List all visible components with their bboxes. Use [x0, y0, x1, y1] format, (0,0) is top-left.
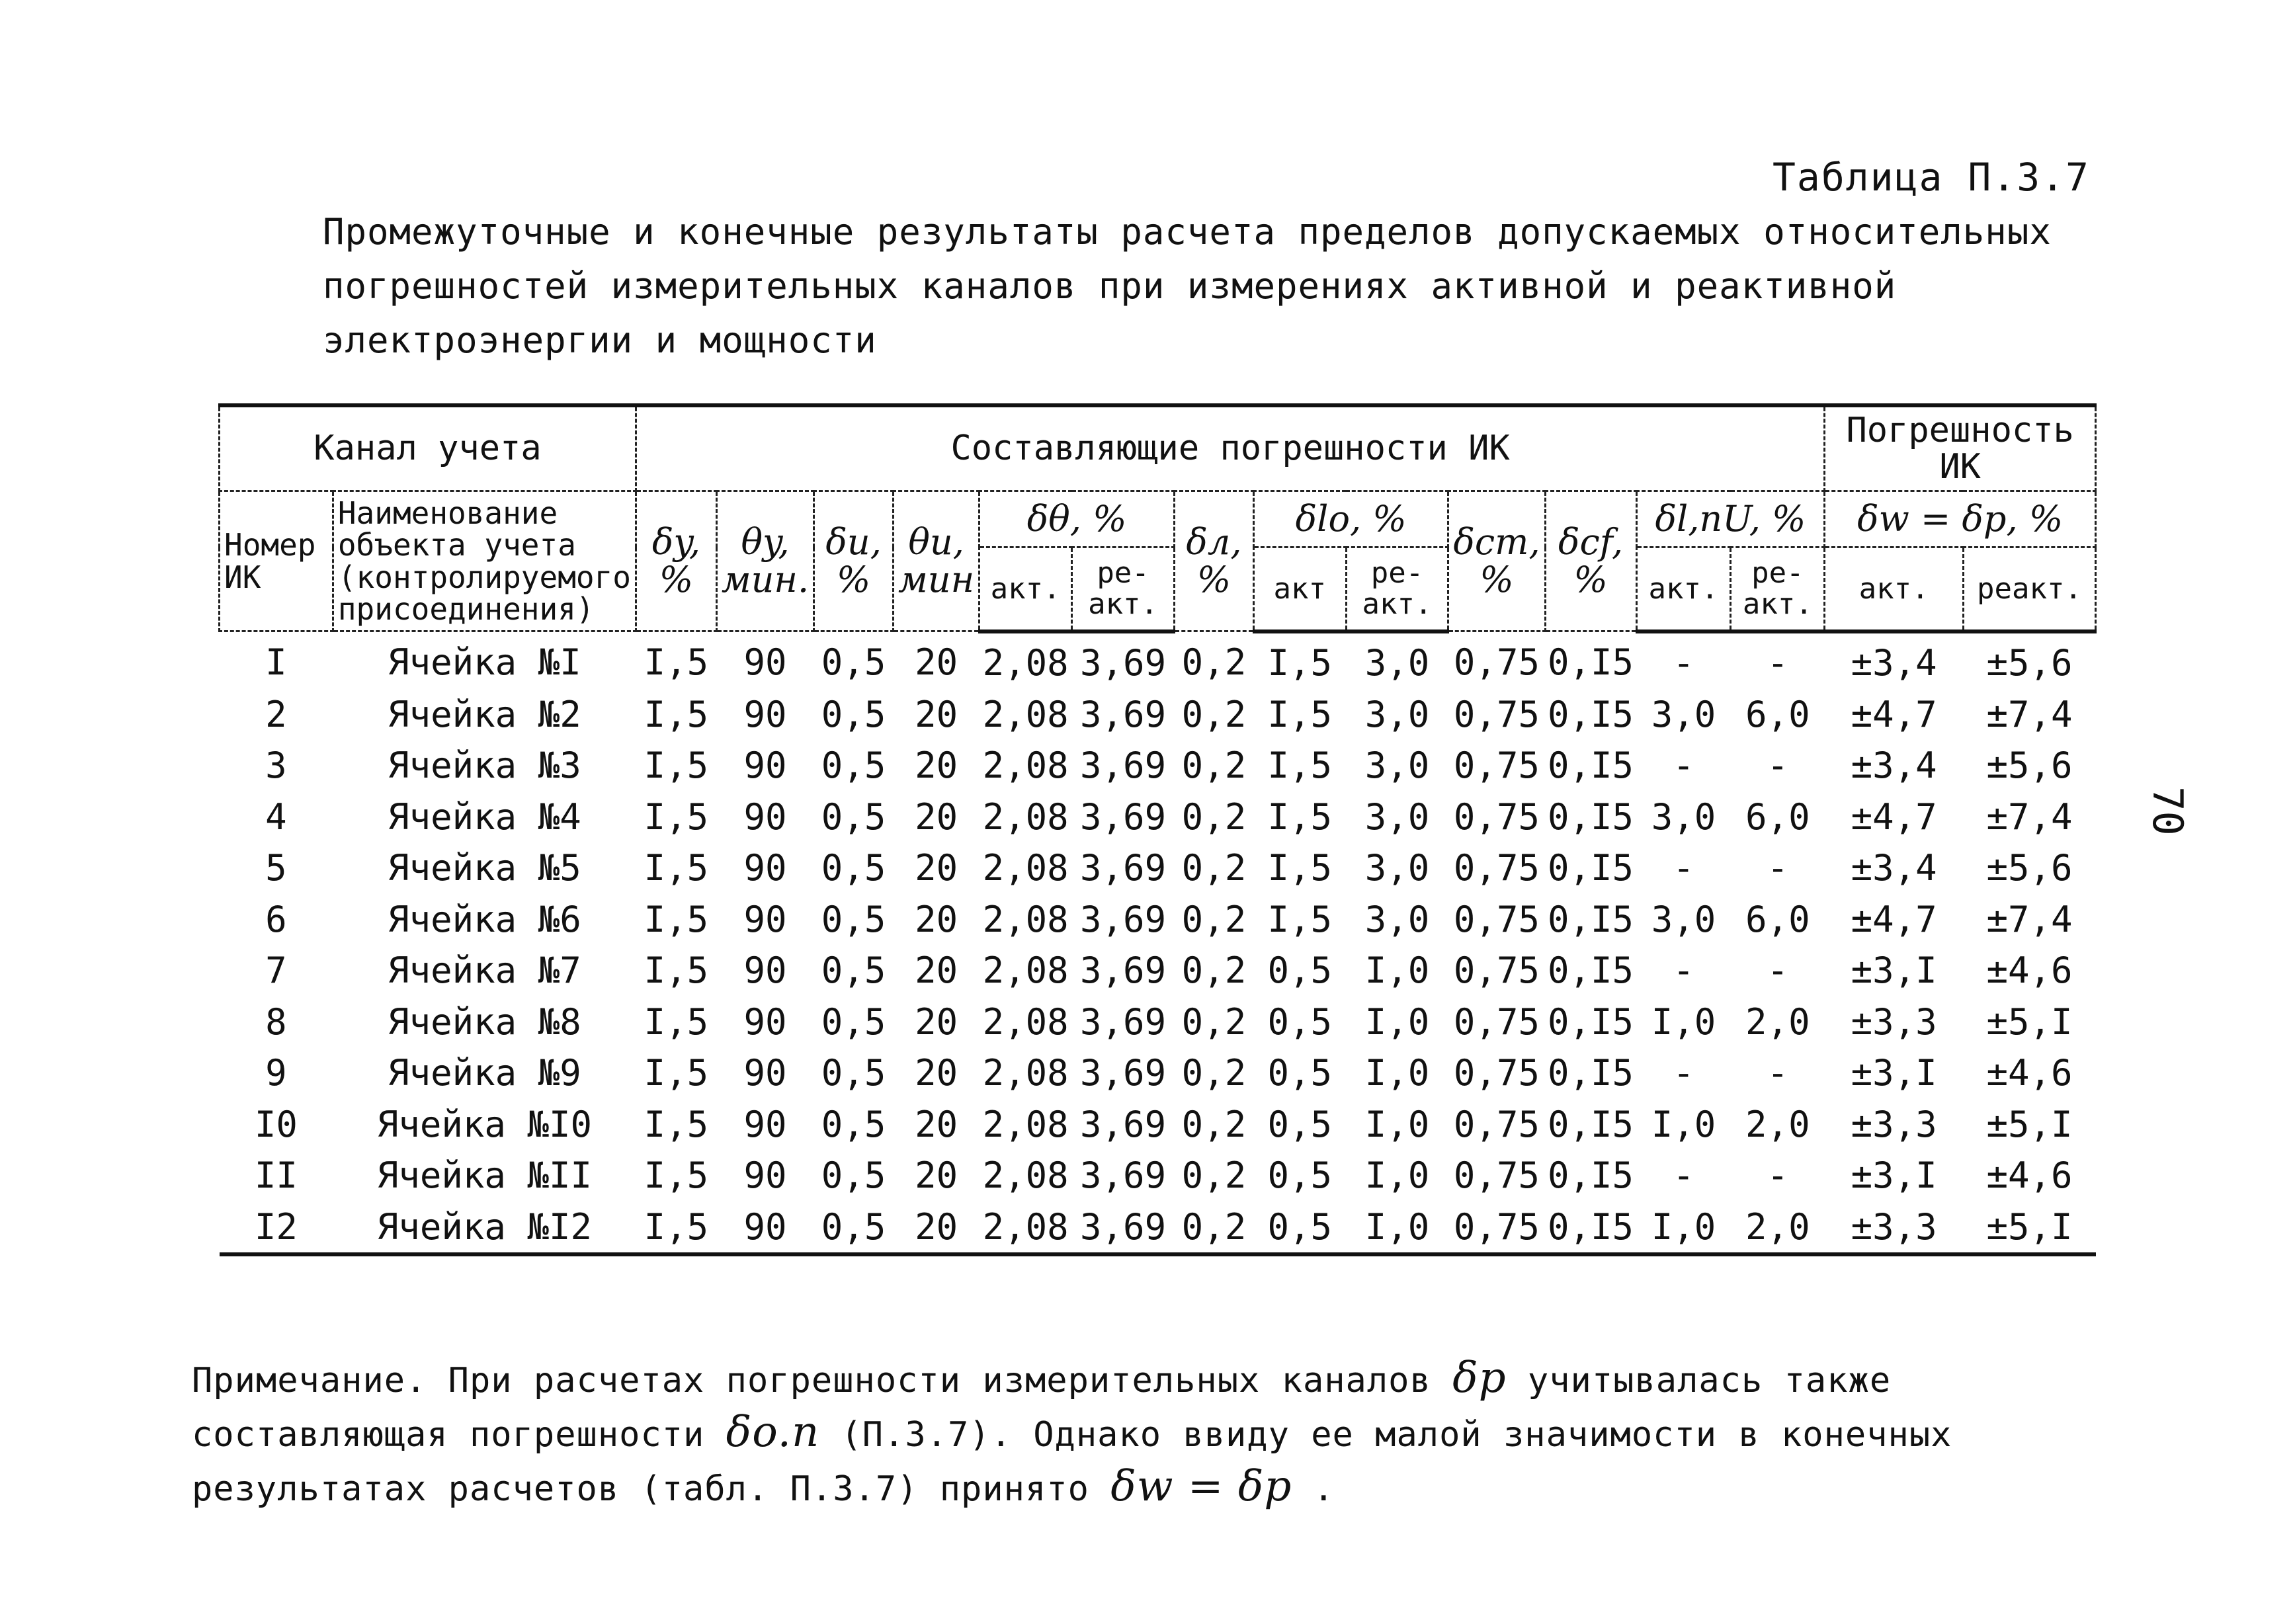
cell-dlnu-akt: I,0	[1651, 1205, 1716, 1248]
cell-dlo-reakt: I,0	[1364, 1103, 1430, 1145]
cell-thu: 20	[915, 795, 958, 838]
cell-dl: 0,2	[1181, 693, 1247, 735]
cell-dlnu-akt: -	[1673, 847, 1694, 889]
sub-dlnu-akt: акт.	[1636, 548, 1731, 631]
cell-dlo-akt: I,5	[1267, 745, 1333, 787]
cell-dlnu-reakt: -	[1767, 642, 1789, 684]
cell-dlo-akt: I,5	[1267, 847, 1333, 889]
cell-dth-reakt: 3,69	[1080, 898, 1167, 940]
cell-dy: I,5	[644, 950, 709, 992]
cell-thu: 20	[915, 1052, 958, 1094]
cell-dw-akt: ±3,4	[1851, 745, 1937, 787]
cell-dth-akt: 2,08	[982, 1205, 1069, 1248]
cell-dst: 0,75	[1453, 745, 1540, 787]
cell-dsf: 0,I5	[1548, 1103, 1634, 1145]
cell-dl: 0,2	[1181, 745, 1247, 787]
cell-dst: 0,75	[1453, 693, 1540, 735]
sub-dth-akt: акт.	[980, 548, 1072, 631]
cell-thy: 90	[743, 641, 787, 684]
cell-du: 0,5	[821, 1155, 886, 1197]
cell-number: 2	[265, 693, 287, 735]
cell-dlnu-reakt: 6,0	[1745, 693, 1810, 735]
cell-dw-reakt: ±4,6	[1986, 1052, 2073, 1094]
cell-dst: 0,75	[1453, 1205, 1540, 1248]
cell-dlnu-reakt: 6,0	[1745, 898, 1810, 940]
table-row	[220, 842, 2096, 894]
cell-dlo-akt: 0,5	[1267, 1103, 1333, 1145]
cell-dth-akt: 2,08	[982, 1155, 1069, 1197]
cell-thy: 90	[743, 950, 787, 992]
col-dl: δл, %	[1175, 491, 1254, 631]
cell-dlo-reakt: 3,0	[1364, 642, 1430, 684]
cell-dlo-akt: 0,5	[1267, 1000, 1333, 1043]
col-dsf: δсf, %	[1545, 491, 1636, 631]
cell-dth-reakt: 3,69	[1080, 1205, 1167, 1248]
table-row	[220, 945, 2096, 996]
cell-du: 0,5	[821, 1205, 886, 1248]
cell-dy: I,5	[644, 847, 709, 889]
col-thy: θy, мин.	[716, 491, 814, 631]
sub-dw-akt: акт.	[1825, 548, 1964, 631]
cell-thu: 20	[915, 1103, 958, 1145]
cell-number: 5	[265, 847, 287, 889]
cell-dsf: 0,I5	[1548, 898, 1634, 940]
cell-dlo-reakt: 3,0	[1364, 898, 1430, 940]
cell-number: I2	[254, 1205, 298, 1248]
cell-dlo-reakt: I,0	[1364, 1052, 1430, 1094]
cell-dth-reakt: 3,69	[1080, 1000, 1167, 1043]
cell-dw-akt: ±3,4	[1851, 847, 1937, 889]
cell-dlo-akt: I,5	[1267, 898, 1333, 940]
cell-dth-akt: 2,08	[982, 642, 1069, 684]
cell-dw-akt: ±3,3	[1851, 1103, 1937, 1145]
cell-dlnu-reakt: -	[1767, 847, 1789, 889]
cell-dw-akt: ±4,7	[1851, 795, 1937, 838]
cell-dst: 0,75	[1453, 950, 1540, 992]
cell-du: 0,5	[821, 1000, 886, 1043]
cell-dw-reakt: ±7,4	[1986, 795, 2073, 838]
table-row	[220, 631, 2096, 689]
col-du: δu, %	[814, 491, 894, 631]
cell-dlnu-akt: I,0	[1651, 1103, 1716, 1145]
cell-dl: 0,2	[1181, 795, 1247, 838]
cell-dlnu-reakt: -	[1767, 745, 1789, 787]
cell-dlo-reakt: 3,0	[1364, 693, 1430, 735]
cell-dlo-reakt: I,0	[1364, 1000, 1430, 1043]
col-number: Номер ИК	[220, 491, 333, 631]
cell-dlnu-reakt: -	[1767, 1052, 1789, 1094]
cell-dlnu-akt: -	[1673, 642, 1694, 684]
note-text-4: .	[1313, 1469, 1335, 1509]
cell-number: 4	[265, 795, 287, 838]
cell-number: I0	[254, 1103, 298, 1145]
cell-dth-akt: 2,08	[982, 898, 1069, 940]
cell-dth-reakt: 3,69	[1080, 745, 1167, 787]
sub-dlo-reakt: ре-акт.	[1346, 548, 1448, 631]
table-label: Таблица П.3.7	[1773, 155, 2090, 200]
cell-dl: 0,2	[1181, 1103, 1247, 1145]
sub-dw-reakt: реакт.	[1963, 548, 2095, 631]
cell-dw-akt: ±3,3	[1851, 1205, 1937, 1248]
cell-dl: 0,2	[1181, 898, 1247, 940]
cell-thy: 90	[743, 847, 787, 889]
cell-du: 0,5	[821, 1052, 886, 1094]
cell-dth-reakt: 3,69	[1080, 847, 1167, 889]
col-dlnu: δl,nU, %	[1636, 491, 1825, 548]
cell-name: Ячейка №6	[388, 898, 581, 940]
cell-du: 0,5	[821, 795, 886, 838]
cell-name: Ячейка №7	[388, 950, 581, 992]
cell-dlo-akt: I,5	[1267, 693, 1333, 735]
cell-dlo-akt: 0,5	[1267, 1205, 1333, 1248]
cell-dlnu-akt: 3,0	[1651, 898, 1716, 940]
table-row	[220, 1150, 2096, 1201]
cell-dw-reakt: ±5,I	[1986, 1205, 2073, 1248]
cell-dw-reakt: ±5,6	[1986, 847, 2073, 889]
cell-dlnu-reakt: 2,0	[1745, 1205, 1810, 1248]
cell-dlo-reakt: 3,0	[1364, 795, 1430, 838]
note-symbol-don: δo.п	[726, 1408, 820, 1457]
table-header	[220, 405, 2096, 631]
col-name: Наименование объекта учета (контролируемого присоединения)	[333, 491, 636, 631]
cell-dth-reakt: 3,69	[1080, 1052, 1167, 1094]
cell-dst: 0,75	[1453, 1000, 1540, 1043]
cell-dst: 0,75	[1453, 898, 1540, 940]
cell-dlnu-reakt: 2,0	[1745, 1103, 1810, 1145]
cell-dsf: 0,I5	[1548, 745, 1634, 787]
table-row	[220, 1201, 2096, 1254]
cell-dth-reakt: 3,69	[1080, 950, 1167, 992]
cell-dy: I,5	[644, 1052, 709, 1094]
cell-du: 0,5	[821, 641, 886, 684]
cell-dlo-akt: I,5	[1267, 642, 1333, 684]
col-dst: δст, %	[1448, 491, 1545, 631]
cell-dy: I,5	[644, 1205, 709, 1248]
table-row	[220, 996, 2096, 1047]
cell-dw-reakt: ±5,I	[1986, 1000, 2073, 1043]
table-body	[220, 631, 2096, 1254]
cell-dth-akt: 2,08	[982, 745, 1069, 787]
note-symbol-dp: δp	[1452, 1354, 1507, 1402]
cell-dlnu-reakt: 2,0	[1745, 1000, 1810, 1043]
header-channel: Канал учета	[220, 405, 636, 491]
cell-dw-akt: ±3,I	[1851, 950, 1937, 992]
cell-dw-reakt: ±4,6	[1986, 950, 2073, 992]
cell-name: Ячейка №I2	[376, 1205, 592, 1248]
table-row	[220, 740, 2096, 792]
cell-thu: 20	[915, 745, 958, 787]
cell-dth-akt: 2,08	[982, 1052, 1069, 1094]
cell-dth-akt: 2,08	[982, 795, 1069, 838]
cell-dw-akt: ±3,4	[1851, 642, 1937, 684]
col-dw: δw = δp, %	[1825, 491, 2096, 548]
cell-name: Ячейка №I0	[376, 1103, 592, 1145]
cell-dlnu-akt: -	[1673, 1155, 1694, 1197]
cell-dlnu-akt: I,0	[1651, 1000, 1716, 1043]
cell-dl: 0,2	[1181, 1052, 1247, 1094]
cell-dl: 0,2	[1181, 641, 1247, 684]
col-dlo: δlo, %	[1253, 491, 1448, 548]
cell-dw-akt: ±3,I	[1851, 1052, 1937, 1094]
cell-dl: 0,2	[1181, 1155, 1247, 1197]
cell-thy: 90	[743, 1052, 787, 1094]
header-error: Погрешность ИК	[1825, 405, 2096, 491]
cell-dl: 0,2	[1181, 1000, 1247, 1043]
cell-dsf: 0,I5	[1548, 795, 1634, 838]
results-table	[218, 403, 2097, 1256]
cell-dsf: 0,I5	[1548, 950, 1634, 992]
cell-name: Ячейка №4	[388, 795, 581, 838]
note-text-2: учитывалась также составляющая погрешности	[192, 1361, 1892, 1455]
cell-dy: I,5	[644, 1155, 709, 1197]
cell-dth-akt: 2,08	[982, 1000, 1069, 1043]
cell-thu: 20	[915, 847, 958, 889]
cell-dy: I,5	[644, 745, 709, 787]
cell-dth-reakt: 3,69	[1080, 1103, 1167, 1145]
cell-dw-akt: ±4,7	[1851, 898, 1937, 940]
cell-name: Ячейка №9	[388, 1052, 581, 1094]
cell-dlnu-reakt: -	[1767, 950, 1789, 992]
cell-name: Ячейка №8	[388, 1000, 581, 1043]
cell-dlo-akt: 0,5	[1267, 1155, 1333, 1197]
note-text-3: (П.3.7). Однако ввиду ее малой значимости в конечных результатах расчетов (табл. П.3.7) принято	[192, 1415, 1952, 1509]
cell-thy: 90	[743, 1205, 787, 1248]
col-dy: δy, %	[636, 491, 716, 631]
cell-number: 7	[265, 950, 287, 992]
cell-dl: 0,2	[1181, 1205, 1247, 1248]
cell-name: Ячейка №2	[388, 693, 581, 735]
cell-dlo-reakt: 3,0	[1364, 745, 1430, 787]
table-row	[220, 688, 2096, 740]
cell-dth-reakt: 3,69	[1080, 1155, 1167, 1197]
cell-dlnu-akt: 3,0	[1651, 693, 1716, 735]
cell-dw-reakt: ±5,6	[1986, 745, 2073, 787]
cell-dlnu-akt: -	[1673, 745, 1694, 787]
cell-thu: 20	[915, 1000, 958, 1043]
col-thu: θu, мин	[894, 491, 980, 631]
cell-thu: 20	[915, 693, 958, 735]
cell-number: 8	[265, 1000, 287, 1043]
cell-dlo-akt: 0,5	[1267, 1052, 1333, 1094]
cell-dth-akt: 2,08	[982, 1103, 1069, 1145]
cell-dst: 0,75	[1453, 641, 1540, 684]
cell-dlo-reakt: I,0	[1364, 950, 1430, 992]
cell-thu: 20	[915, 1205, 958, 1248]
cell-dy: I,5	[644, 1000, 709, 1043]
cell-dw-reakt: ±5,I	[1986, 1103, 2073, 1145]
cell-dlo-akt: I,5	[1267, 795, 1333, 838]
cell-dw-akt: ±4,7	[1851, 693, 1937, 735]
cell-thy: 90	[743, 898, 787, 940]
cell-dw-reakt: ±4,6	[1986, 1155, 2073, 1197]
cell-dw-reakt: ±7,4	[1986, 898, 2073, 940]
cell-dsf: 0,I5	[1548, 693, 1634, 735]
cell-dst: 0,75	[1453, 847, 1540, 889]
cell-dth-akt: 2,08	[982, 950, 1069, 992]
cell-dsf: 0,I5	[1548, 1155, 1634, 1197]
sub-dlo-akt: акт	[1253, 548, 1346, 631]
table-caption: Промежуточные и конечные результаты расчета пределов допускаемых относительных погрешностей измерительных каналов при измерениях активной и реактивной электроэнергии и мощности	[323, 211, 2052, 361]
cell-dw-reakt: ±7,4	[1986, 693, 2073, 735]
cell-dth-reakt: 3,69	[1080, 795, 1167, 838]
cell-du: 0,5	[821, 1103, 886, 1145]
cell-name: Ячейка №5	[388, 847, 581, 889]
cell-dlnu-reakt: -	[1767, 1155, 1789, 1197]
cell-thu: 20	[915, 1155, 958, 1197]
cell-dth-reakt: 3,69	[1080, 693, 1167, 735]
cell-dy: I,5	[644, 641, 709, 684]
cell-thy: 90	[743, 1000, 787, 1043]
cell-thy: 90	[743, 1155, 787, 1197]
page-number: 70	[2143, 786, 2192, 836]
cell-dsf: 0,I5	[1548, 1000, 1634, 1043]
cell-du: 0,5	[821, 745, 886, 787]
sub-dth-reakt: ре-акт.	[1072, 548, 1175, 631]
cell-dlo-reakt: I,0	[1364, 1155, 1430, 1197]
cell-dy: I,5	[644, 795, 709, 838]
cell-thy: 90	[743, 795, 787, 838]
cell-dlo-reakt: 3,0	[1364, 847, 1430, 889]
cell-dl: 0,2	[1181, 847, 1247, 889]
cell-dy: I,5	[644, 898, 709, 940]
cell-dth-akt: 2,08	[982, 693, 1069, 735]
cell-name: Ячейка №3	[388, 745, 581, 787]
cell-du: 0,5	[821, 898, 886, 940]
table-row	[220, 791, 2096, 842]
cell-number: II	[254, 1155, 298, 1197]
cell-thu: 20	[915, 950, 958, 992]
cell-dw-akt: ±3,I	[1851, 1155, 1937, 1197]
cell-dw-akt: ±3,3	[1851, 1000, 1937, 1043]
cell-dy: I,5	[644, 693, 709, 735]
header-components: Составляющие погрешности ИК	[636, 405, 1824, 491]
cell-thy: 90	[743, 745, 787, 787]
cell-du: 0,5	[821, 847, 886, 889]
cell-number: 6	[265, 898, 287, 940]
note-symbol-equation: δw = δp	[1110, 1462, 1292, 1511]
table-row	[220, 893, 2096, 945]
cell-dlnu-akt: -	[1673, 1052, 1694, 1094]
cell-number: 3	[265, 745, 287, 787]
sub-dlnu-reakt: ре-акт.	[1731, 548, 1825, 631]
cell-dlnu-akt: 3,0	[1651, 795, 1716, 838]
cell-number: I	[265, 641, 287, 684]
cell-dth-reakt: 3,69	[1080, 642, 1167, 684]
cell-dlnu-akt: -	[1673, 950, 1694, 992]
cell-dlo-akt: 0,5	[1267, 950, 1333, 992]
cell-dlo-reakt: I,0	[1364, 1205, 1430, 1248]
cell-thy: 90	[743, 1103, 787, 1145]
cell-dl: 0,2	[1181, 950, 1247, 992]
cell-dst: 0,75	[1453, 1052, 1540, 1094]
cell-dlnu-reakt: 6,0	[1745, 795, 1810, 838]
cell-name: Ячейка №I	[388, 641, 581, 684]
cell-dst: 0,75	[1453, 795, 1540, 838]
cell-dst: 0,75	[1453, 1155, 1540, 1197]
col-dth: δθ, %	[980, 491, 1175, 548]
cell-thy: 90	[743, 693, 787, 735]
note-text-1: Примечание. При расчетах погрешности измерительных каналов	[192, 1361, 1431, 1401]
table-row	[220, 1098, 2096, 1150]
cell-dst: 0,75	[1453, 1103, 1540, 1145]
table-row	[220, 1047, 2096, 1099]
cell-dsf: 0,I5	[1548, 847, 1634, 889]
cell-thu: 20	[915, 641, 958, 684]
cell-dw-reakt: ±5,6	[1986, 642, 2073, 684]
cell-dy: I,5	[644, 1103, 709, 1145]
cell-thu: 20	[915, 898, 958, 940]
cell-name: Ячейка №II	[376, 1155, 592, 1197]
cell-dsf: 0,I5	[1548, 1205, 1634, 1248]
footnote	[192, 1352, 2077, 1515]
cell-dsf: 0,I5	[1548, 641, 1634, 684]
cell-dth-akt: 2,08	[982, 847, 1069, 889]
cell-number: 9	[265, 1052, 287, 1094]
cell-dsf: 0,I5	[1548, 1052, 1634, 1094]
cell-du: 0,5	[821, 693, 886, 735]
cell-du: 0,5	[821, 950, 886, 992]
